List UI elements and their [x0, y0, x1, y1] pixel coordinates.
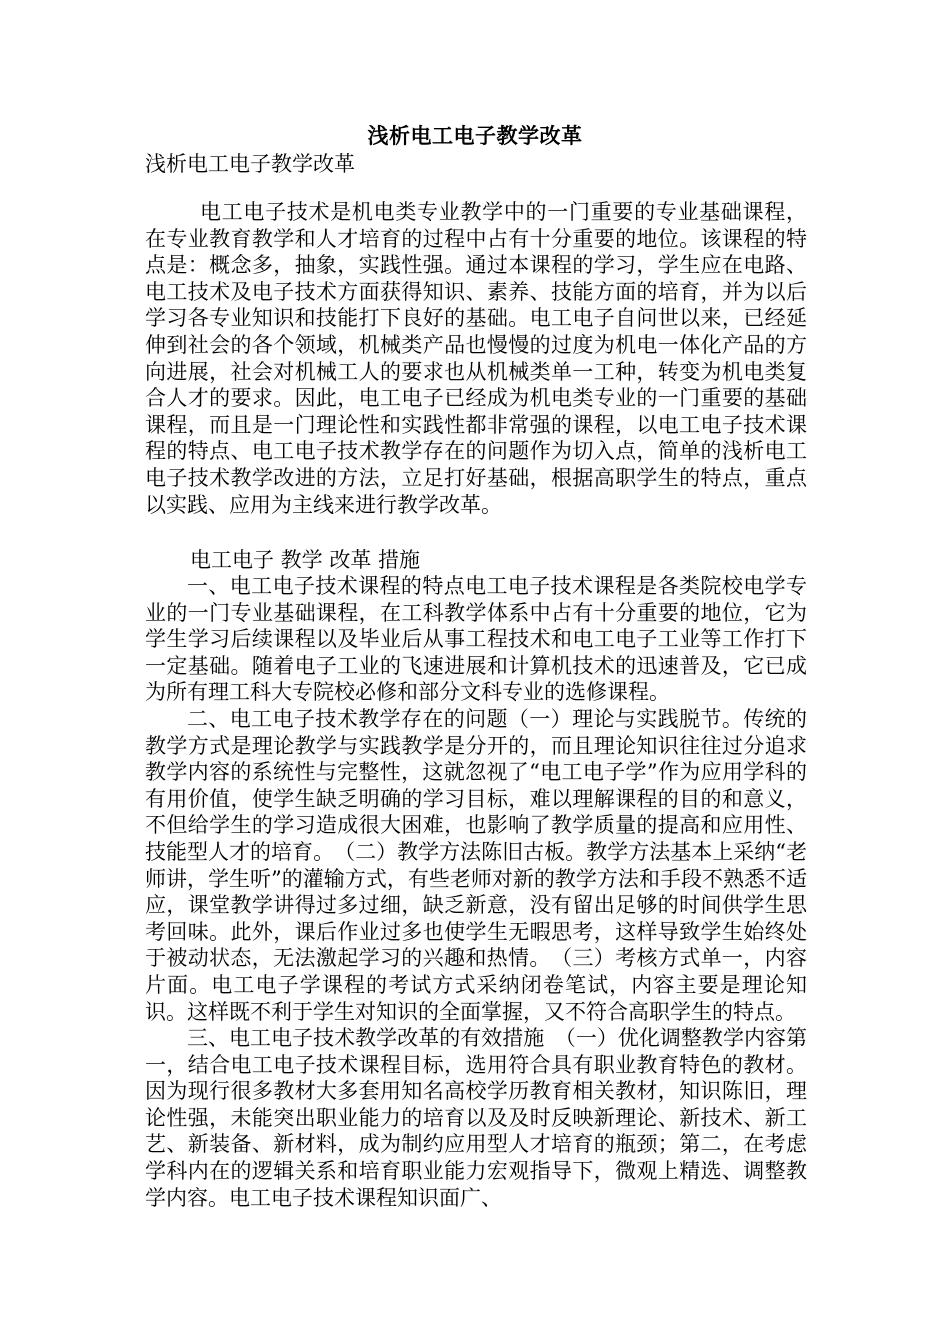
- keywords-line: 电工电子 教学 改革 措施: [190, 548, 421, 572]
- body-sections: [145, 573, 807, 1211]
- section-paragraph-1: 一、电工电子技术课程的特点电工电子技术课程是各类院校电学专业的一门专业基础课程，在工科教学体系中占有十分重要的地位，它为学生学习后续课程以及毕业后从事工程技术和电工电子工业等工作打下一定基础。随着电子工业的飞速进展和计算机技术的迅速普及，它已成为所有理工科大专院校必修和部分文科专业的选修课程。: [145, 574, 807, 705]
- document-subtitle: 浅析电工电子教学改革: [145, 152, 355, 176]
- document-title: 浅析电工电子教学改革: [367, 123, 583, 148]
- section-paragraph-2: 二、电工电子技术教学存在的问题（一）理论与实践脱节。传统的教学方式是理论教学与实践教学是分开的，而且理论知识往往过分追求教学内容的系统性与完整性，这就忽视了“电工电子学”作为应用学科的有用价值，使学生缺乏明确的学习目标，难以理解课程的目的和意义，不但给学生的学习造成很大困难，也影响了教学质量的提高和应用性、技能型人才的培育。 （二）教学方法陈旧古板。教学方法基本上采纳“老师讲，学生听”的灌输方式，有些老师对新的教学方法和手段不熟悉不适应，课堂教学讲得过多过细，缺乏新意，没有留出足够的时间供学生思考回味。此外，课后作业过多也使学生无暇思考，这样导致学生始终处于被动状态，无法激起学习的兴趣和热情。 （三）考核方式单一，内容片面。电工电子学课程的考试方式采纳闭卷笔试，内容主要是理论知识。这样既不利于学生对知识的全面掌握，又不符合高职学生的特点。: [145, 706, 807, 1024]
- section-paragraph-3: 三、电工电子技术教学改革的有效措施 （一）优化调整教学内容第一，结合电工电子技术课程目标，选用符合具有职业教育特色的教材。因为现行很多教材大多套用知名高校学历教育相关教材，知识陈旧，理论性强，未能突出职业能力的培育以及及时反映新理论、新技术、新工艺、新装备、新材料，成为制约应用型人才培育的瓶颈；第二，在考虑学科内在的逻辑关系和培育职业能力宏观指导下，微观上精选、调整教学内容。电工电子技术课程知识面广、: [145, 1026, 807, 1210]
- abstract-paragraph: 电工电子技术是机电类专业教学中的一门重要的专业基础课程，在专业教育教学和人才培育的过程中占有十分重要的地位。该课程的特点是：概念多，抽象，实践性强。通过本课程的学习，学生应在电路、电工技术及电子技术方面获得知识、素养、技能方面的培育，并为以后学习各专业知识和技能打下良好的基础。电工电子自问世以来，已经延伸到社会的各个领域，机械类产品也慢慢的过度为机电一体化产品的方向进展，社会对机械工人的要求也从机械类单一工种，转变为机电类复合人才的要求。因此，电工电子已经成为机电类专业的一门重要的基础课程，而且是一门理论性和实践性都非常强的课程，以电工电子技术课程的特点、电工电子技术教学存在的问题作为切入点，简单的浅析电工电子技术教学改进的方法，立足打好基础，根据高职学生的特点，重点以实践、应用为主线来进行教学改革。: [145, 200, 807, 517]
